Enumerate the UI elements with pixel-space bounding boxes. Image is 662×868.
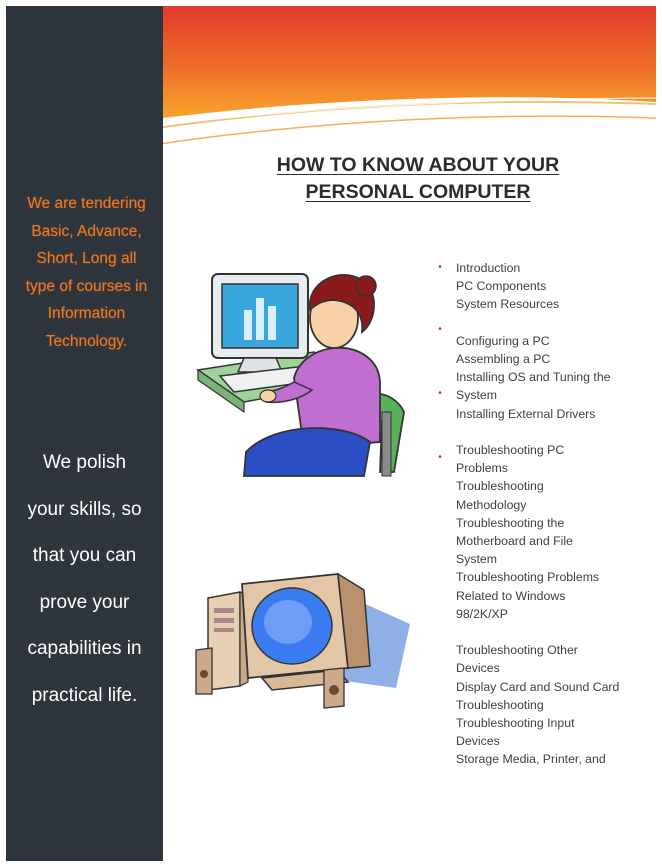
list-bullet: • bbox=[438, 324, 442, 335]
topic-item: Related to Windows bbox=[456, 588, 566, 603]
topic-item: Installing External Drivers bbox=[456, 406, 596, 421]
slogan-line: your skills, so bbox=[27, 498, 142, 520]
topic-item: Installing OS and Tuning the bbox=[456, 370, 611, 385]
sidebar-tagline bbox=[14, 190, 159, 355]
tagline-line: Short, Long all bbox=[36, 250, 137, 267]
topic-item: Assembling a PC bbox=[456, 352, 551, 366]
topic-group-gap bbox=[456, 314, 646, 332]
woman-at-computer-image bbox=[194, 262, 416, 480]
sidebar-slogan bbox=[8, 440, 161, 719]
topics-list bbox=[456, 259, 646, 769]
slogan-line: We polish bbox=[42, 452, 127, 473]
topic-item: Troubleshooting bbox=[456, 697, 544, 712]
tagline-line: Basic, Advance, bbox=[31, 222, 142, 240]
topic-item: Display Card and Sound Card bbox=[456, 679, 620, 694]
tagline-line: We are tendering bbox=[27, 195, 146, 212]
topic-item: Troubleshooting Problems bbox=[456, 570, 600, 585]
tagline-line: Technology. bbox=[45, 332, 128, 350]
topic-item: System Resources bbox=[456, 297, 560, 312]
title-line: PERSONAL COMPUTER bbox=[305, 181, 531, 203]
topic-item: System bbox=[456, 388, 497, 403]
slogan-line: prove your bbox=[39, 591, 130, 613]
slogan-line: practical life. bbox=[31, 684, 138, 706]
desktop-computer-image bbox=[188, 570, 416, 720]
topic-item: System bbox=[456, 552, 497, 567]
slogan-line: that you can bbox=[32, 545, 137, 566]
topic-item: Configuring a PC bbox=[456, 333, 550, 348]
tagline-line: Information bbox=[47, 305, 126, 322]
topic-item: Troubleshooting bbox=[456, 479, 544, 494]
title-line: HOW TO KNOW ABOUT YOUR bbox=[276, 154, 560, 176]
topic-group bbox=[456, 332, 646, 423]
page-title bbox=[262, 152, 574, 206]
topic-group-gap bbox=[456, 423, 646, 441]
topic-item: 98/2K/XP bbox=[456, 606, 508, 621]
topic-item: PC Components bbox=[456, 279, 547, 294]
topic-item: Devices bbox=[456, 661, 500, 676]
topic-group bbox=[456, 441, 646, 623]
topic-item: Troubleshooting Other bbox=[456, 643, 578, 658]
list-bullet: • bbox=[438, 452, 442, 463]
topic-item: Troubleshooting Input bbox=[456, 716, 575, 731]
topic-item: Troubleshooting PC bbox=[456, 443, 565, 457]
list-bullet: • bbox=[438, 388, 442, 399]
topic-item: Troubleshooting the bbox=[456, 515, 565, 530]
topic-group bbox=[456, 641, 646, 768]
slogan-line: capabilities in bbox=[27, 638, 142, 659]
topic-group bbox=[456, 259, 646, 314]
topic-item: Problems bbox=[456, 461, 508, 476]
topic-item: Devices bbox=[456, 734, 500, 749]
topic-item: Introduction bbox=[456, 261, 521, 275]
list-bullet: • bbox=[438, 262, 442, 273]
tagline-line: type of courses in bbox=[25, 277, 148, 295]
topic-group-gap bbox=[456, 623, 646, 641]
topic-item: Motherboard and File bbox=[456, 534, 573, 549]
topic-item: Methodology bbox=[456, 497, 527, 512]
topic-item: Storage Media, Printer, and bbox=[456, 752, 606, 767]
sidebar-panel bbox=[6, 6, 163, 861]
